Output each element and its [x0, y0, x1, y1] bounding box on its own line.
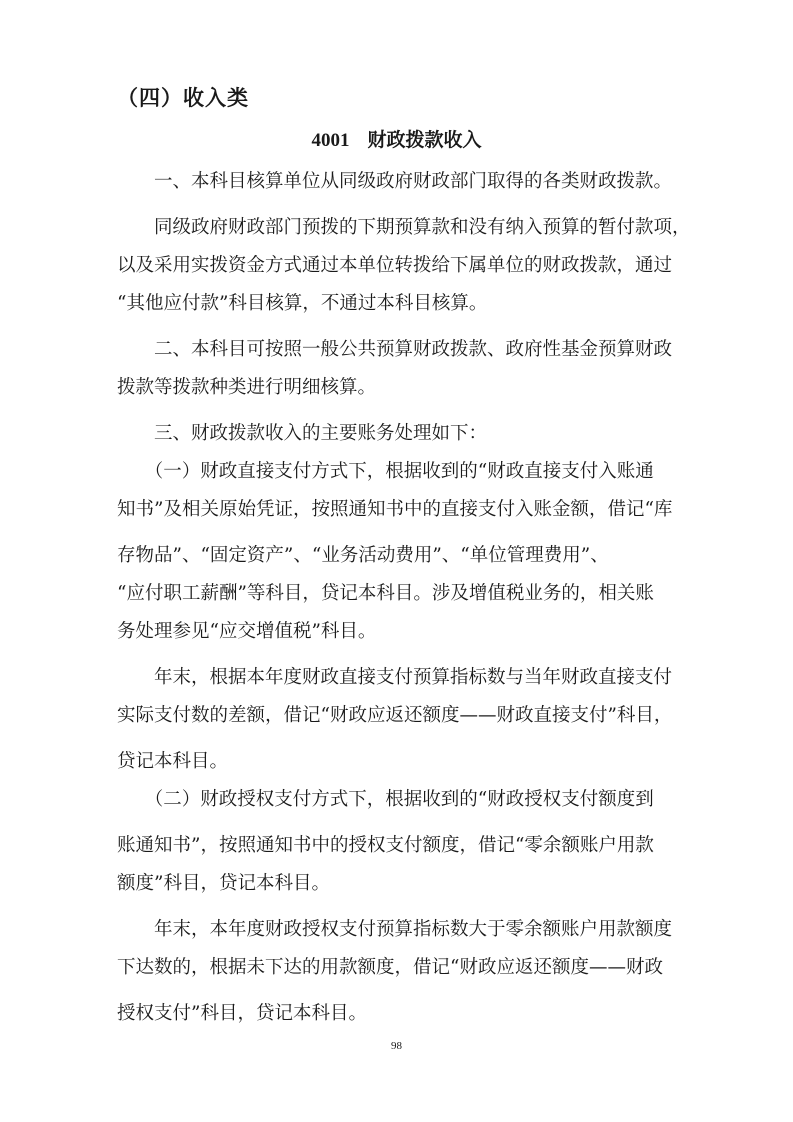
body-line: 一、本科目核算单位从同级政府财政部门取得的各类财政拨款。	[117, 171, 673, 192]
article-name: 财政拨款收入	[367, 129, 482, 151]
body-line: 存物品”、“固定资产”、“业务活动费用”、“单位管理费用”、	[117, 545, 609, 566]
section-heading: （四）收入类	[117, 86, 249, 110]
body-line: “其他应付款”科目核算，不通过本科目核算。	[117, 293, 488, 314]
article-title	[0, 125, 793, 152]
body-line: 同级政府财政部门预拨的下期预算款和没有纳入预算的暂付款项，	[117, 217, 691, 238]
body-line: 拨款等拨款种类进行明细核算。	[117, 377, 377, 398]
body-line: 授权支付”科目，贷记本科目。	[117, 1003, 367, 1024]
body-line: （二）财政授权支付方式下，根据收到的“财政授权支付额度到	[117, 789, 654, 810]
body-line: 年末，本年度财政授权支付预算指标数大于零余额账户用款额度	[117, 919, 673, 940]
body-line: 年末，根据本年度财政直接支付预算指标数与当年财政直接支付	[117, 667, 673, 688]
body-line: 额度”科目，贷记本科目。	[117, 873, 330, 894]
body-line: （一）财政直接支付方式下，根据收到的“财政直接支付入账通	[117, 461, 654, 482]
body-line: 务处理参见“应交增值税”科目。	[117, 621, 377, 642]
body-line: 实际支付数的差额，借记“财政应返还额度——财政直接支付”科目，	[117, 705, 673, 726]
body-line: 二、本科目可按照一般公共预算财政拨款、政府性基金预算财政	[117, 339, 673, 360]
page-number: 98	[391, 1040, 402, 1052]
body-line: 知书”及相关原始凭证，按照通知书中的直接支付入账金额，借记“库	[117, 499, 673, 520]
body-line: 下达数的，根据未下达的用款额度，借记“财政应返还额度——财政	[117, 957, 663, 978]
body-line: “应付职工薪酬”等科目，贷记本科目。涉及增值税业务的，相关账	[117, 583, 654, 604]
body-line: 贷记本科目。	[117, 751, 229, 772]
body-line: 账通知书”，按照通知书中的授权支付额度，借记“零余额账户用款	[117, 835, 654, 856]
body-line: 三、财政拨款收入的主要账务处理如下：	[117, 423, 488, 444]
body-line: 以及采用实拨资金方式通过本单位转拨给下属单位的财政拨款，通过	[117, 255, 673, 276]
article-code: 4001	[311, 130, 350, 151]
